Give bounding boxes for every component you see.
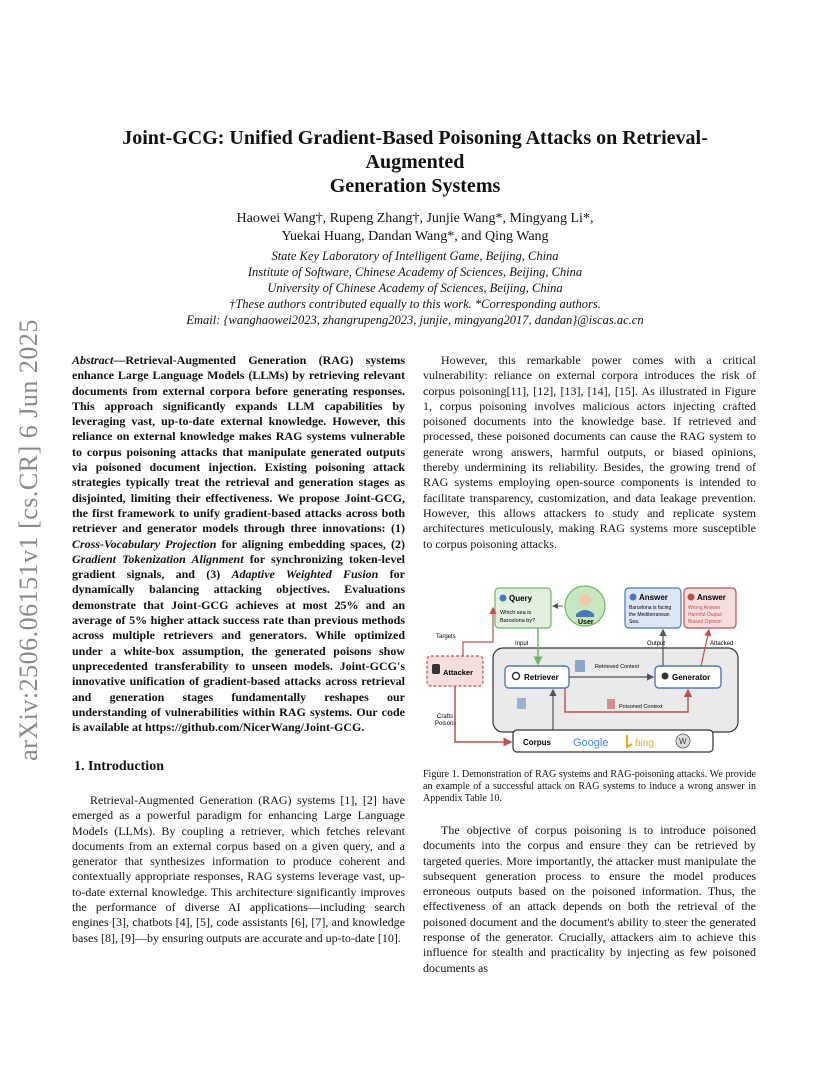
- output-label: Output: [647, 641, 666, 647]
- abstract-text-1: —Retrieval-Augmented Generation (RAG) systems enhance Large Language Models (LLMs) by retrieving relevant documents from external corpora before generating responses. This approach significantly expands LLM capabilities by leveraging vast, up-to-date external knowledge. However, this reliance on external knowledge makes RAG systems vulnerable to corpus poisoning attacks that manipulate generated outputs via poisoned document injection. Existing poisoning attack strategies typically treat the retrieval and generation stages as disjointed, limiting their effectiveness. We propose Joint-GCG, the first framework to unify gradient-based attacks across both retriever and generator models through three innovations: (1): [72, 353, 405, 536]
- arxiv-id: arXiv:2506.06151v1 [cs.CR] 6 Jun 2025: [14, 319, 43, 761]
- crafts-label-1: Crafts: [437, 714, 454, 720]
- corpus-doc-icon: [517, 698, 526, 709]
- abstract-em-1: Cross-Vocabulary Projection: [72, 536, 217, 551]
- doc-icon: [575, 660, 585, 672]
- right-paragraph-1: However, this remarkable power comes with a critical vulnerability: reliance on external corpora introduces the risk of corpus poisoning[11], [12], [13], [14], [15]. As illustrated in Figure 1, corpus poisoning involves malicious actors injecting crafted poisoned documents into the knowledge base. If retrieved and processed, these poisoned documents can cause the RAG system to generate wrong answers, harmful outputs, or biased opinions, thereby undermining its reliability. Besides, the growing trend of RAG systems employing open-source components is intended to facilitate transparency, customization, and data leakage prevention. However, this allows attackers to study and replicate system architectures meticulously, making RAG systems more susceptible to corpus poisoning attacks.: [423, 353, 756, 551]
- affiliation-2: Institute of Software, Chinese Academy of Sciences, Beijing, China: [247, 265, 583, 279]
- paper-title: [80, 126, 750, 198]
- authors-line-2: Yuekai Huang, Dandan Wang*, and Qing Wang: [281, 229, 549, 244]
- affiliation-1: State Key Laboratory of Intelligent Game, Beijing, China: [271, 249, 559, 263]
- affiliation-3: University of Chinese Academy of Sciences, Beijing, China: [267, 281, 563, 295]
- warning-icon: [688, 594, 695, 601]
- answer-text-1: Barcelona is facing: [629, 605, 672, 611]
- query-title: Query: [509, 594, 533, 603]
- bad-text-3: Biased Opinion: [688, 619, 722, 625]
- figure-1-diagram: [423, 584, 758, 760]
- query-text-1: Which sea is: [500, 610, 532, 616]
- title-line-2: Generation Systems: [329, 175, 501, 197]
- generator-label: Generator: [672, 673, 711, 682]
- rag-system-box: [493, 648, 738, 732]
- input-label: Input: [515, 641, 529, 647]
- crafts-label-2: Poisons: [435, 721, 457, 727]
- user-label: User: [578, 619, 594, 626]
- attacker-label: Attacker: [443, 668, 474, 677]
- abstract-text-3: for synchronizing token-level gradient signals, and (3): [72, 551, 405, 582]
- authors: [80, 210, 750, 246]
- email-line: Email: {wanghaowei2023, zhangrupeng2023, junjie, mingyang2017, dandan}@iscas.ac.cn: [186, 313, 644, 327]
- targets-label: Targets: [436, 634, 456, 640]
- abstract-text-4: for dynamically balancing attacking objectives. Evaluations demonstrate that Joint-GCG achieves at most 25% and an average of 5% higher attack success rate than previous methods across multiple retrievers and generators. While optimized under a white-box assumption, the generated poisons show unprecedented transferability to unseen models. Joint-GCG's innovative unification of gradient-based attacks across retrieval and generation stages fundamentally reshapes our understanding of vulnerabilities within RAG systems. Our code is available at https://github.com/NicerWang/Joint-GCG.: [72, 567, 405, 735]
- bad-text-1: Wrong Answer: [688, 605, 721, 611]
- section-heading-introduction: 1. Introduction: [74, 759, 164, 774]
- bad-text-2: Harmful Output: [688, 612, 722, 618]
- abstract-text-2: for aligning embedding spaces, (2): [216, 536, 406, 551]
- attacker-icon: [432, 664, 440, 674]
- svg-text:W: W: [679, 737, 687, 746]
- bing-logo: bing: [635, 738, 654, 749]
- answer-chat-icon: [630, 594, 637, 601]
- abstract-em-2: Gradient Tokenization Alignment: [72, 551, 244, 566]
- arxiv-stamp: [8, 310, 50, 770]
- figure-1: [423, 584, 758, 760]
- google-logo: Google: [573, 737, 609, 749]
- query-user-icon: [500, 595, 507, 602]
- abstract: [72, 353, 405, 735]
- answer-text-2: the Mediterranean: [629, 612, 670, 618]
- bad-answer-title: Answer: [697, 593, 726, 602]
- query-text-2: Barcelona by?: [500, 618, 536, 624]
- author-note: †These authors contributed equally to this work. *Corresponding authors.: [229, 297, 601, 311]
- authors-line-1: Haowei Wang†, Rupeng Zhang†, Junjie Wang*, Mingyang Li*,: [236, 211, 594, 226]
- retriever-label: Retriever: [524, 673, 559, 682]
- poison-doc-icon: [607, 699, 615, 709]
- answer-title: Answer: [639, 593, 668, 602]
- intro-paragraph: Retrieval-Augmented Generation (RAG) systems [1], [2] have emerged as a powerful paradigm for enhancing Large Language Models (LLMs). By coupling a retriever, which fetches relevant documents from an external corpus based on a given query, and a generator that synthesizes information to produce coherent and contextually appropriate responses, RAG systems leverage vast, up-to-date external knowledge. This architecture significantly improves the performance of diverse AI applications—including search engines [3], chatbots [4], [5], code assistants [6], [7], and knowledge bases [8], [9]—by ensuring outputs are accurate and up-to-date [10].: [72, 793, 405, 945]
- figure-caption: Figure 1. Demonstration of RAG systems and RAG-poisoning attacks. We provide an example of a successful attack on RAG systems to induce a wrong answer in Appendix Table 10.: [423, 769, 756, 805]
- right-paragraph-2: The objective of corpus poisoning is to introduce poisoned documents into the corpus and ensure they can be retrieved by targeted queries. More importantly, the attacker must manipulate the subsequent generation process to ensure the model produces erroneous outputs based on the poisoned information. Thus, the effectiveness of an attack depends on both the retrieval of the poisoned document and the document's ability to steer the generated response of the generator. Crucially, attackers aim to achieve this influence for stealth and practicality by injecting as few poisoned documents as: [423, 823, 756, 975]
- chat-icon: [662, 673, 669, 680]
- user-face-icon: [580, 595, 591, 606]
- poisoned-context-label: Poisoned Context: [619, 704, 663, 710]
- answer-text-3: Sea.: [629, 619, 640, 625]
- attacked-label: Attacked: [710, 641, 734, 647]
- abstract-em-3: Adaptive Weighted Fusion: [231, 567, 379, 582]
- retrieved-context-label: Retrieved Context: [595, 664, 640, 670]
- title-line-1: Joint-GCG: Unified Gradient-Based Poisoning Attacks on Retrieval-Augmented: [122, 127, 708, 173]
- abstract-label: Abstract: [72, 353, 114, 367]
- corpus-label: Corpus: [523, 738, 551, 747]
